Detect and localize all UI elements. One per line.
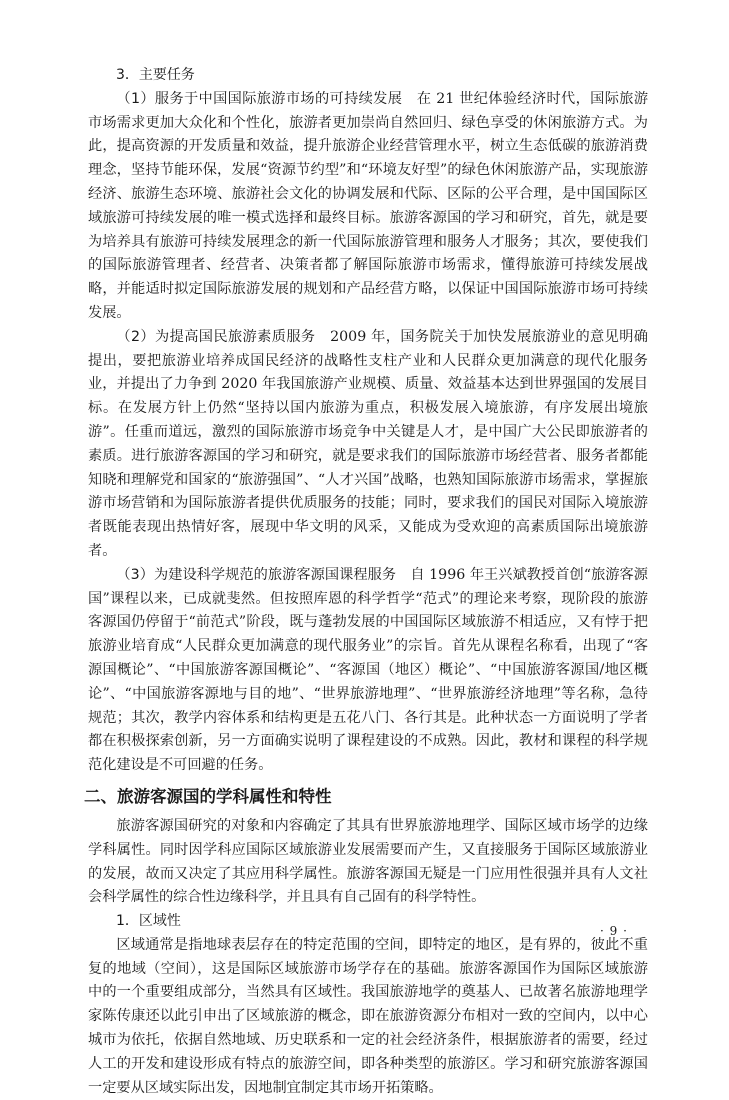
paragraph-regional: 区域通常是指地球表层存在的特定范围的空间，即特定的地区，是有界的，彼此不重复的地域（空间），这是国际区域旅游市场学存在的基础。旅游客源国作为国际区域旅游中的一个重要组成部分，当然具有区域性。我国旅游地学的奠基人、已故著名旅游地理学家陈传康还以此引申出了区域旅游的概念，即在旅游资源分布相对一致的空间内，以中心城市为依托，依据自然地域、历史联系和一定的社会经济条件，根据旅游者的需要，经过人工的开发和建设形成有特点的旅游空间，即各种类型的旅游区。学习和研究旅游客源国一定要从区域实际出发，因地制宜制定其市场开拓策略。 [88,936,648,1096]
paragraph-task-1 [88,88,648,326]
paragraph-lead: （2）为提高国民旅游素质服务 [116,328,316,345]
paragraph-text: 在 21 世纪体验经济时代，国际旅游市场需求更加大众化和个性化，旅游者更加崇尚自然回归、绿色享受的休闲旅游方式。为此，提高资源的开发质量和效益，提升旅游企业经营管理水平，树立生态低碳的旅游消费理念，坚持节能环保，发展“资源节约型”和“环境友好型”的绿色休闲旅游产品，实现旅游经济、旅游生态环境、旅游社会文化的协调发展和代际、区际的公平合理，是中国国际区域旅游可持续发展的唯一模式选择和最终目标。旅游客源国的学习和研究，首先，就是要为培养具有旅游可持续发展理念的新一代国际旅游管理和服务人才服务；其次，要使我们的国际旅游管理者、经营者、决策者都了解国际旅游市场需求，懂得旅游可持续发展战略，并能适时拟定国际旅游发展的规划和产品经营方略，以保证中国国际旅游市场可持续发展。 [88,90,649,321]
paragraph-text: 2009 年，国务院关于加快发展旅游业的意见明确提出，要把旅游业培养成国民经济的战略性支柱产业和人民群众更加满意的现代化服务业，并提出了力争到 2020 年我国旅游产业规模、质量、效益基本达到世界强国的发展目标。在发展方针上仍然“坚持以国内旅游为重点，积极发展入境旅游，有序发展出境旅游”。任重而道远，激烈的国际旅游市场竞争中关键是人才，是中国广大公民即旅游者的素质。进行旅游客源国的学习和研究，就是要求我们的国际旅游市场经营者、服务者都能知晓和理解党和国家的“旅游强国”、“人才兴国”战略，也熟知国际旅游市场需求，掌握旅游市场营销和为国际旅游者提供优质服务的技能；同时，要求我们的国民对国际入境旅游者既能表现出热情好客，展现中华文明的风采，又能成为受欢迎的高素质国际出境旅游者。 [88,328,648,559]
paragraph-discipline: 旅游客源国研究的对象和内容确定了其具有世界旅游地理学、国际区域市场学的边缘学科属性。同时因学科应国际区域旅游业发展需要而产生，又直接服务于国际区域旅游业的发展，故而又决定了其应用科学属性。旅游客源国无疑是一门应用性很强并具有人文社会科学属性的综合性边缘科学，并且具有自己固有的科学特性。 [88,817,648,906]
paragraph-task-2 [88,326,648,564]
section-heading-discipline: 二、旅游客源国的学科属性和特性 [84,786,332,806]
paragraph-lead: （3）为建设科学规范的旅游客源国课程服务 [116,566,397,583]
paragraph-text: 自 1996 年王兴斌教授首创“旅游客源国”课程以来，已成就斐然。但按照库恩的科学哲学“范式”的理论来考察，现阶段的旅游客源国仍停留于“前范式”阶段，既与蓬勃发展的中国国际区域旅游不相适应，又有悖于把旅游业培育成“人民群众更加满意的现代服务业”的宗旨。首先从课程名称看，出现了“客源国概论”、“中国旅游客源国概论”、“客源国（地区）概论”、“中国旅游客源国/地区概论”、“中国旅游客源地与目的地”、“世界旅游地理”、“世界旅游经济地理”等名称，急待规范；其次，教学内容体系和结构更是五花八门、各行其是。此种状态一方面说明了学者都在积极探索创新，另一方面确实说明了课程建设的不成熟。因此，教材和课程的科学规范化建设是不可回避的任务。 [88,566,648,774]
subsection-heading-regional: 1．区域性 [116,913,181,930]
page-number: · 9 · [600,924,628,938]
section-heading-main-tasks: 3．主要任务 [116,67,195,83]
paragraph-task-3 [88,564,648,778]
paragraph-lead: （1）服务于中国国际旅游市场的可持续发展 [116,90,403,107]
page-body [84,64,649,1100]
